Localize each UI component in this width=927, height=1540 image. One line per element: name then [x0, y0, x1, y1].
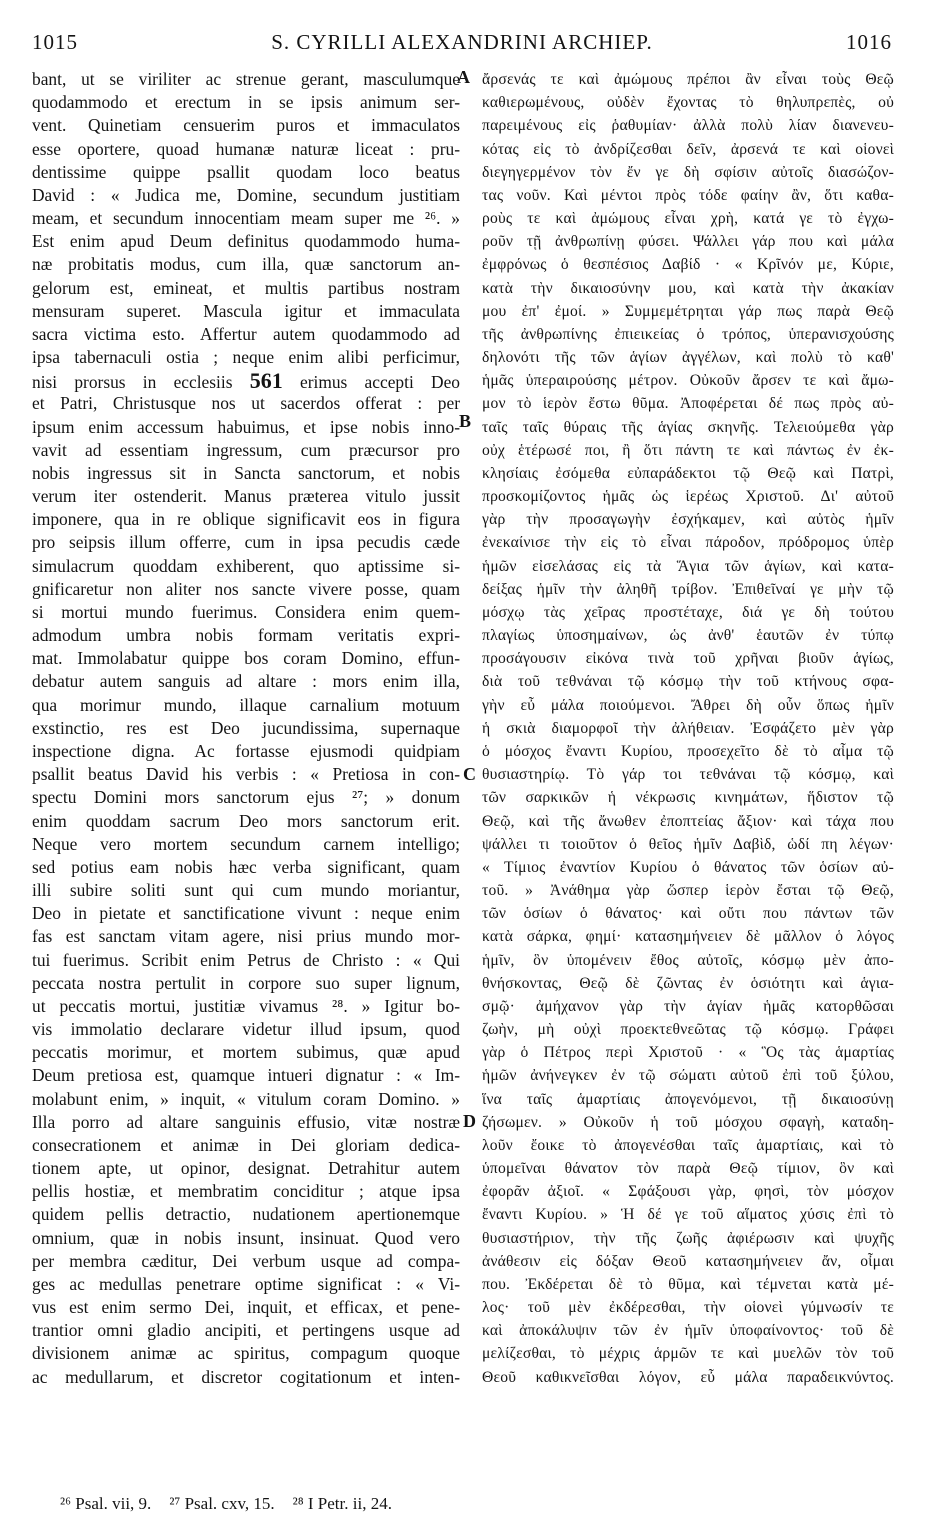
- greek-line: τῆς ἀνθρωπίνης ἐπιεικείας ὁ τρόπος, ὑπερανισχούσης: [482, 325, 894, 343]
- latin-line: sacra victima esto. Affertur autem quodammodo ad: [32, 323, 460, 344]
- page-header: [32, 30, 892, 66]
- greek-line: καὶ ἀποκάλυψιν τῶν ἐν ἡμῖν ὑποφαίνοντος· τοῦ δὲ: [482, 1322, 894, 1340]
- latin-line: fas est sanctam vitam agere, nisi prius mundo mor-: [32, 926, 460, 947]
- running-title: S. CYRILLI ALEXANDRINI ARCHIEP.: [271, 30, 653, 54]
- latin-line: divisionem animæ ac spiritus, compagum quoque: [32, 1343, 460, 1364]
- greek-line: που. Ἐκδέρεται δὲ τὸ θῦμα, καὶ τέμνεται κατὰ μέ-: [482, 1275, 894, 1293]
- latin-line: tui fuerimus. Scribit enim Petrus de Christo : « Qui: [32, 949, 460, 970]
- latin-line: simulacrum quoddam exhiberent, quo aptissime si-: [32, 555, 460, 576]
- latin-line-segment: nisi prorsus in ecclesiis: [32, 372, 233, 393]
- greek-line: προσκομίζοντος ἡμᾶς ὡς ἱερέως Χριστοῦ. Δι' αὐτοῦ: [482, 488, 894, 506]
- margin-marker-c: C: [463, 764, 476, 784]
- latin-line: David : « Judica me, Domine, secundum justitiam: [32, 184, 460, 205]
- greek-line: σμῷ· ἀμήχανον γὰρ τὴν ἁγίαν ἡμᾶς κατορθῶσαι: [482, 997, 894, 1015]
- greek-line: οὐχ ἑτέρωσέ ποι, ἢ ὅτι πάντη τε καὶ πάντως ἐν ἐκ-: [482, 441, 894, 459]
- greek-line: κότας εἰς τὸ ἀνδρίζεσθαι δεῖν, ἀρσενά τε καὶ οἱονεὶ: [482, 140, 894, 158]
- column-number: 561: [249, 369, 283, 393]
- greek-line: ροῦν τῇ ἀνθρωπίνῃ φύσει. Ψάλλει γάρ που καὶ μάλα: [482, 233, 894, 251]
- greek-line: ἐνεκαίνισε τὴν εἰς τὸ εἶναι πάροδον, πρόδρομος ὑπὲρ: [482, 534, 894, 552]
- greek-line: λος· τοῦ μὲν ἐκδέρεσθαι, τὴν οἱονεὶ γύμνωσίν τε: [482, 1299, 894, 1317]
- margin-marker-d: D: [463, 1111, 476, 1131]
- greek-line: θυσιαστήριον, τὴν τῆς ζωῆς ἀφιέρωσιν καὶ ψυχῆς: [482, 1229, 894, 1247]
- latin-line: vus est enim sermo Dei, inquit, et efficax, et pene-: [32, 1297, 460, 1318]
- latin-line: quidem pellis detractio, nudationem apertionemque: [32, 1204, 460, 1225]
- latin-line-segment: erimus accepti Deo: [299, 372, 460, 393]
- greek-line: μου ἐπ' ἐμοί. » Συμμεμέτρηται γάρ πως παρὰ Θεῷ: [482, 302, 894, 320]
- margin-marker-b: B: [459, 411, 472, 431]
- latin-line: ipsa tabernaculi ostia ; neque enim alibi perficimur,: [32, 347, 460, 368]
- latin-line: ipsum enim accessum habuimus, et ipse nobis inno-: [32, 416, 460, 437]
- greek-line: τῶν σαρκικῶν ἡ νέκρωσις κινημάτων, ἥδιστον τῷ: [482, 789, 894, 807]
- greek-line: ζήσωμεν. » Οὐκοῦν ἡ τοῦ μόσχου σφαγὴ, καταδη-: [482, 1113, 894, 1131]
- greek-line: γὰρ ὁ Πέτρος περὶ Χριστοῦ · « Ὃς τὰς ἁμαρτίας: [482, 1044, 894, 1062]
- page-number-right: 1016: [846, 30, 892, 54]
- latin-line: vavit ad essentiam ingressum, cum præcursor pro: [32, 439, 460, 460]
- footnote: ²⁶ Psal. vii, 9.: [60, 1494, 152, 1513]
- latin-line: inspectione digna. Ac fortasse ejusmodi quidpiam: [32, 740, 460, 761]
- latin-line: psallit beatus David his verbis : « Pretiosa in con-: [32, 764, 460, 785]
- greek-line: δείξας ἡμῖν τὴν ἀληθῆ τρίβον. Ἐπιθεῖναί γε μὴν τῷ: [482, 580, 894, 598]
- greek-line: Θεοῦ καθικνεῖσθαι λόγον, εὖ μάλα παραδεικνύντος.: [482, 1368, 894, 1386]
- greek-line: ἡ σκιὰ διαμορφοῖ τὴν ἀλήθειαν. Ἐσφάζετο μὲν γὰρ: [482, 719, 894, 737]
- greek-line: δηλονότι τῆς τῶν ἁγίων ἀγγέλων, καὶ πολὺ τὸ καθ': [482, 349, 894, 367]
- latin-line: ac medullarum, et discretor cogitationum et inten-: [32, 1366, 460, 1387]
- greek-line: ἐμφρόνως ὁ θεσπέσιος Δαβίδ · « Κρῖνόν με, Κύριε,: [482, 256, 894, 274]
- greek-line: κατὰ σάρκα, φημί· κατασημήνειεν δὲ μᾶλλον ὁ λόγος: [482, 928, 894, 946]
- greek-line: γὴν εὖ μάλα ποιούμενοι. Ἄθρει δὴ οὖν ὅπως ἡμῖν: [482, 696, 894, 714]
- latin-line: verum iter ostenderit. Manus præterea vitulo jussit: [32, 486, 460, 507]
- latin-line: molabunt enim, » inquit, « vitulum coram Domino. »: [32, 1088, 460, 1109]
- greek-line: κλησίαις ἐσόμεθα εὐπαράδεκτοι τῷ Θεῷ καὶ Πατρὶ,: [482, 464, 894, 482]
- greek-line: γὰρ τὴν προσαγωγὴν ἐσχήκαμεν, καὶ αὐτὸς ἡμῖν: [482, 511, 894, 529]
- greek-line: ἡμᾶς ὑπεραιρούσης μέτρον. Οὐκοῦν ἄρσεν τε καὶ ἄμω-: [482, 372, 894, 390]
- greek-line: μόσχῳ τὰς χεῖρας προστέταχε, διά γε δὴ τούτου: [482, 603, 894, 621]
- latin-line: et Patri, Christusque nos ut sacerdos offerat : per: [32, 393, 460, 414]
- greek-line: « Τίμιος ἐναντίον Κυρίου ὁ θάνατος τῶν ὁσίων αὐ-: [482, 858, 894, 876]
- greek-column: [482, 68, 894, 1389]
- latin-line: ges ac medullas penetrare optime significat : « Vi-: [32, 1273, 460, 1294]
- latin-line: illi subire soliti sunt qui cum mundo moriantur,: [32, 880, 460, 901]
- latin-line: bant, ut se viriliter ac strenue gerant, masculumque: [32, 69, 460, 89]
- footnote: ²⁸ I Petr. ii, 24.: [292, 1494, 392, 1513]
- latin-line: ut peccatis mortui, justitiæ vivamus ²⁸. » Igitur bo-: [32, 995, 460, 1016]
- greek-line: μον τὸ ἱερὸν ἔστω θῦμα. Ἀποφέρεται δέ πως πρὸς αὐ-: [482, 395, 894, 413]
- greek-line: ζωὴν, μὴ οὐχὶ προεκτεθνεῶτας τῷ κόσμῳ. Γράφει: [482, 1021, 894, 1039]
- latin-line: consecrationem et animæ in Dei gloriam dedica-: [32, 1134, 460, 1155]
- latin-line: vis immolatio declarare videtur illud ipsum, quod: [32, 1019, 460, 1040]
- greek-line: τῶν ὁσίων ὁ θάνατος· καὶ οὔτι που πάντων τῶν: [482, 905, 894, 923]
- latin-line: imponere, qua in re oblique significavit eos in figura: [32, 509, 460, 530]
- latin-line: esse oportere, quoad humanæ naturæ liceat : pru-: [32, 138, 460, 159]
- latin-line: Deo in pietate et sanctificatione vivunt : neque enim: [32, 903, 460, 924]
- latin-line: gnificaretur non aliter nos sancte vivere posse, quam: [32, 578, 460, 599]
- latin-line: peccatis morimur, et mortem subimus, quæ apud: [32, 1042, 460, 1063]
- margin-marker-a: A: [457, 67, 470, 87]
- greek-line: διὰ τοῦ τεθνάναι τῷ κόσμῳ τὴν τοῦ κτήνους σφα-: [482, 673, 894, 691]
- greek-line: διεγηγερμένον τὸν ἔν γε δὴ σφίσιν αὐτοῖς διασώζον-: [482, 163, 894, 181]
- latin-line: Neque vero mortem secundum carnem intelligo;: [32, 833, 460, 854]
- greek-line: ἡμῶν ἀνήνεγκεν ἐν τῷ σώματι αὐτοῦ ἐπὶ τοῦ ξύλου,: [482, 1067, 894, 1085]
- latin-line: si mortui mundo fuerimus. Considera enim quem-: [32, 601, 460, 622]
- latin-line: qua morimur mundo, illaque carnalium motuum: [32, 694, 460, 715]
- latin-line: nobis ingressus sit in Sancta sanctorum, et nobis: [32, 462, 460, 483]
- greek-line: ροὺς τε καὶ ἀμώμους εἶναι χρὴ, κατά γε τὸ ἐγχω-: [482, 210, 894, 228]
- greek-line: ἡμῶν εἰσελάσας εἰς τὰ Ἅγια τῶν ἁγίων, καὶ κατα-: [482, 557, 894, 575]
- latin-column: [32, 68, 460, 1389]
- latin-line: per membra cæditur, Dei verbum usque ad compa-: [32, 1250, 460, 1271]
- latin-line: gelorum est, emineat, et multis partibus nostram: [32, 277, 460, 298]
- greek-line: ἔναντι Κυρίου. » Ἡ δέ γε τοῦ αἵματος χύσις ἐπὶ τὸ: [482, 1206, 894, 1224]
- latin-line: exstinctio, res est Deo jucundissima, supernaque: [32, 717, 460, 738]
- latin-line: dentissime quippe psallit quodam loco beatus: [32, 161, 460, 182]
- latin-line: pro seipsis illum offerre, cum in ipsa pecudis cæde: [32, 532, 460, 553]
- latin-line: mensuram superet. Mascula igitur et immaculata: [32, 300, 460, 321]
- greek-line: ἐφορᾶν ἀξιοῖ. « Σφάξουσι γὰρ, φησὶ, τὸν μόσχον: [482, 1183, 894, 1201]
- latin-line: Est enim apud Deum definitus quodammodo huma-: [32, 231, 460, 252]
- greek-line: παρειμένους εἰς ῥαθυμίαν· ἀλλὰ πολὺ λίαν διανενευ-: [482, 117, 894, 135]
- greek-line: πλαγίως ὑποσημαίνων, ὡς ἀνθ' ἑαυτῶν ἐν τύπῳ: [482, 627, 894, 645]
- greek-line: ψάλλει τι τοιοῦτον ὁ θεῖος ἡμῖν Δαβὶδ, ὡδί πη λέγων·: [482, 835, 894, 853]
- greek-line: ταῖς ταῖς θύραις τῆς ἁγίας σκηνῆς. Τελειούμεθα γὰρ: [482, 418, 894, 436]
- greek-line: θνήσκοντας, Θεῷ δὲ ζῶντας ἐν ὁσιότητι καὶ ἁγια-: [482, 974, 894, 992]
- latin-line: sed potius eam nobis hæc verba significant, quam: [32, 856, 460, 877]
- greek-line: προσάγουσιν εἰκόνα τινὰ τοῦ χρῆναι βιοῦν ἁγίως,: [482, 650, 894, 668]
- latin-line: debatur autem sanguis ad altare : mors enim illa,: [32, 671, 460, 692]
- greek-line: ἀνάθεσιν εἰς δόξαν Θεοῦ κατασημήνειεν ἄν, οἶμαι: [482, 1252, 894, 1270]
- latin-line: mat. Immolabatur quippe bos coram Domino, effun-: [32, 648, 460, 669]
- greek-line: Θεῷ, καὶ τῆς ἄνωθεν ἐποπτείας ἄξιον· καὶ τάχα που: [482, 812, 894, 830]
- latin-line: spectu Domini mors sanctorum ejus ²⁷; » donum: [32, 787, 460, 808]
- footnote: ²⁷ Psal. cxv, 15.: [169, 1494, 275, 1513]
- greek-line: τας νοῦν. Καὶ μέντοι πρὸς τόδε φαίην ἂν, ὅτι καθα-: [482, 186, 894, 204]
- latin-line: Illa porro ad altare sanguinis effusio, vitæ nostræ: [32, 1111, 460, 1132]
- greek-line: ἵνα ταῖς ἁμαρτίαις ἀπογενόμενοι, τῇ δικαιοσύνῃ: [482, 1090, 894, 1108]
- latin-line: vent. Quinetiam censuerim puros et immaculatos: [32, 115, 460, 136]
- latin-line: pellis hostiæ, et membratim conciditur ; atque ipsa: [32, 1181, 460, 1202]
- latin-line: tionem apte, ut opinor, designat. Detrahitur autem: [32, 1158, 460, 1179]
- latin-line: trantior omni gladio ancipiti, et pertingens usque ad: [32, 1320, 460, 1341]
- greek-line: ἄρσενάς τε καὶ ἀμώμους πρέποι ἂν εἶναι τοὺς Θεῷ: [482, 71, 894, 88]
- footnotes: [60, 1494, 410, 1514]
- greek-line: καθιερωμένους, οὐδὲν ἔχοντας τὸ θηλυπρεπὲς, οὐ: [482, 94, 894, 112]
- latin-line: enim quoddam sacrum Deo mors sanctorum erit.: [32, 810, 460, 831]
- latin-line: quodammodo et erectum in se ipsis animum ser-: [32, 92, 460, 113]
- greek-line: θυσιαστηρίῳ. Τὸ γάρ τοι τεθνάναι τῷ κόσμῳ, καὶ: [482, 766, 894, 784]
- latin-line: [32, 369, 460, 392]
- greek-line: ὁ μόσχος ἔναντι Κυρίου, προσεχεῖτο δὲ τὸ αἷμα τῷ: [482, 742, 894, 760]
- greek-line: ἡμῖν, ὃν ὑπομένειν ἔθος αὐτοῖς, κόσμῳ μὲν ἀπο-: [482, 951, 894, 969]
- greek-line: λοῦν ἔοικε τὸ ἀπογενέσθαι ταῖς ἁμαρτίαις, καὶ τὸ: [482, 1136, 894, 1154]
- page-number-left: 1015: [32, 30, 78, 54]
- greek-line: κατὰ τὴν δικαιοσύνην μου, καὶ κατὰ τὴν ἀκακίαν: [482, 279, 894, 297]
- greek-line: μελίζεσθαι, τὸ μέχρις ἁρμῶν τε καὶ μυελῶν τὸν τοῦ: [482, 1345, 894, 1363]
- greek-line: τοῦ. » Ἀνάθημα γὰρ ὥσπερ ἱερὸν ἔσται τῷ Θεῷ,: [482, 882, 894, 900]
- latin-line: peccata nostra pertulit in corpore suo super lignum,: [32, 972, 460, 993]
- latin-line: næ probitatis modus, cum illa, quæ sanctorum an-: [32, 254, 460, 275]
- latin-line: admodum umbra nobis formam veritatis expri-: [32, 625, 460, 646]
- latin-line: omnium, quæ in nobis insunt, insinuat. Quod vero: [32, 1227, 460, 1248]
- latin-line: Deum pretiosa est, quamque intueri dignatur : « Im-: [32, 1065, 460, 1086]
- greek-line: ὑπομεῖναι θάνατον τὸν παρὰ Θεῷ τίμιον, ὃν καὶ: [482, 1160, 894, 1178]
- latin-line: meam, et secundum innocentiam meam super me ²⁶. »: [32, 208, 460, 229]
